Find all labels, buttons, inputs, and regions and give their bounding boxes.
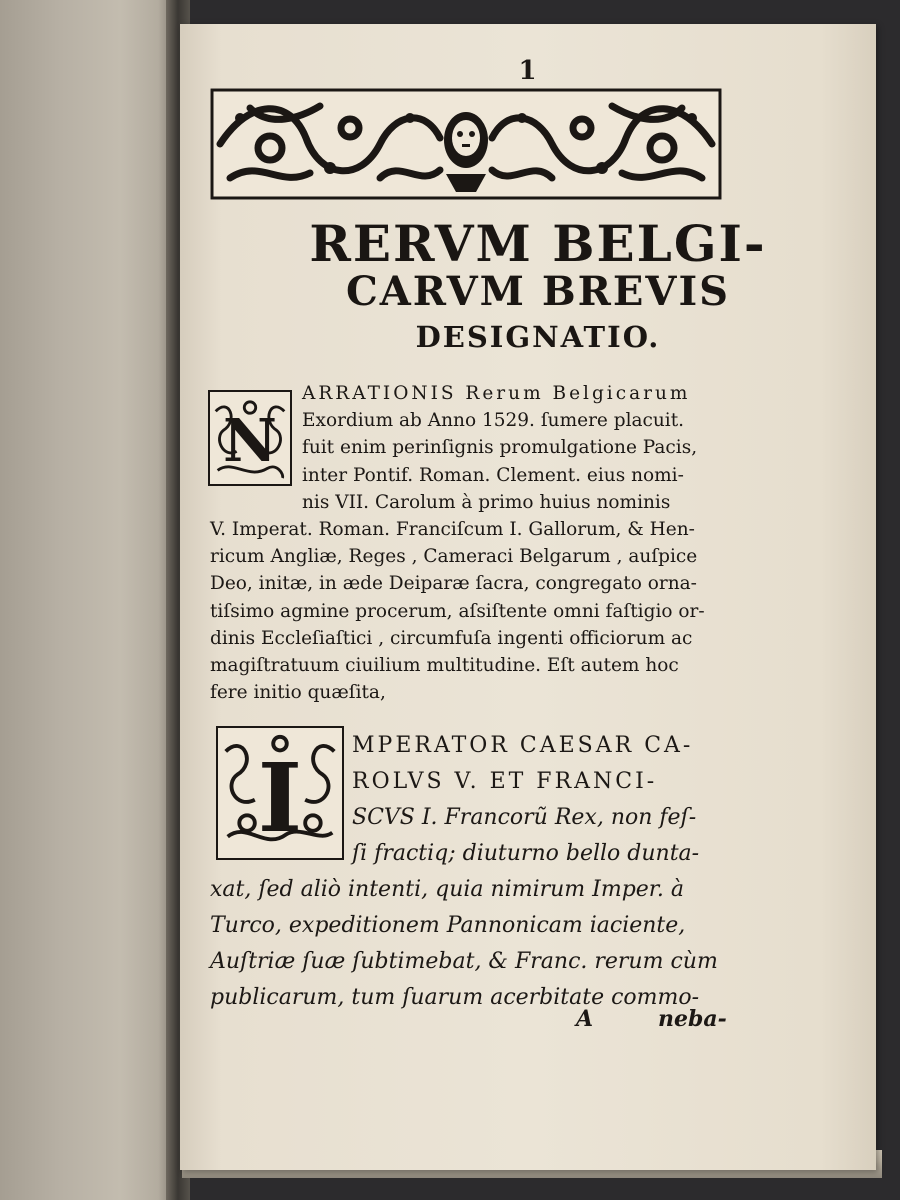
paragraph-line: Deo, initæ, in æde Deiparæ ſacra, congregato orna- — [210, 573, 697, 595]
paragraph-line: ſi fractiq; diuturno bello dunta- — [352, 841, 700, 866]
paragraph-line: inter Pontif. Roman. Clement. eius nomi- — [302, 464, 684, 486]
title-line-3: DESIGNATIO. — [415, 320, 661, 354]
paragraph-line: magiſtratuum ciuilium multitudine. Eſt autem hoc — [210, 655, 679, 677]
title-line-2: CARVM BREVIS — [345, 268, 731, 315]
svg-text:N: N — [223, 405, 277, 475]
signature-mark: A — [576, 1006, 594, 1032]
paragraph-line: ricum Angliæ, Reges , Cameraci Belgarum , auſpice — [210, 546, 698, 568]
paragraph-line: dinis Eccleſiaſtici , circumfuſa ingenti officiorum ac — [210, 627, 693, 649]
title-line-1: RERVM BELGI- — [309, 214, 767, 273]
book-page — [180, 24, 876, 1170]
paragraph-line: ROLVS V. ET FRANCI- — [352, 769, 658, 794]
paragraph-line: fuit enim perinſignis promulgatione Pacis, — [302, 437, 698, 459]
paragraph-line: xat, ſed aliò intenti, quia nimirum Imper. à — [210, 877, 685, 902]
paragraph-line: fere initio quæſita, — [210, 682, 386, 704]
svg-text:I: I — [257, 742, 303, 854]
paragraph-1 — [210, 380, 750, 706]
catchword: neba- — [658, 1006, 727, 1032]
ornamental-headpiece-icon — [210, 88, 722, 200]
page-number: 1 — [518, 56, 538, 86]
paragraph-line: SCVS I. Francorũ Rex, non feſ- — [352, 805, 697, 830]
paragraph-line: Turco, expeditionem Pannonicam iaciente, — [210, 913, 686, 938]
paragraph-line: MPERATOR CAESAR CA- — [352, 733, 694, 758]
paragraph-line: ARRATIONIS Rerum Belgicarum — [302, 383, 691, 404]
paragraph-line: publicarum, tum ſuarum acerbitate commo- — [210, 985, 700, 1010]
paragraph-2 — [210, 728, 750, 1016]
paragraph-line: V. Imperat. Roman. Franciſcum I. Gallorum, & Hen- — [210, 519, 695, 541]
left-page — [0, 0, 172, 1200]
paragraph-line: nis VII. Carolum à primo huius nominis — [302, 491, 671, 513]
paragraph-line: Exordium ab Anno 1529. ſumere placuit. — [302, 410, 685, 432]
paragraph-line: Auſtriæ ſuæ ſubtimebat, & Franc. rerum cùm — [210, 949, 718, 974]
paragraph-line: tiſsimo agmine procerum, aſsiſtente omni faſtigio or- — [210, 600, 705, 622]
